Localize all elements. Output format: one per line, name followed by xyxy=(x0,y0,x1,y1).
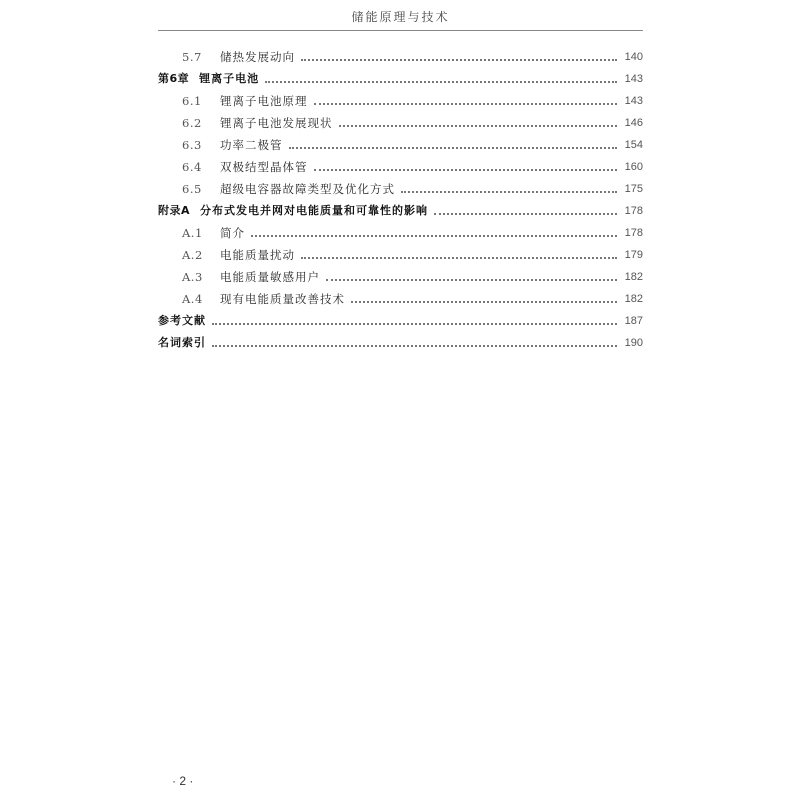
toc-entry-number: A.1 xyxy=(182,226,203,240)
dot-leader xyxy=(339,125,618,127)
dot-leader xyxy=(301,257,617,259)
toc-entry-page: 182 xyxy=(624,271,643,283)
toc-entry-page: 146 xyxy=(624,117,643,129)
toc-entry-number: A.2 xyxy=(182,248,203,262)
toc-entry-page: 143 xyxy=(624,73,643,85)
toc-entry-number: A.3 xyxy=(182,270,203,284)
toc-entry-title: 名词索引 xyxy=(158,336,206,349)
toc-chapter-entry xyxy=(158,196,643,218)
dot-leader xyxy=(251,235,617,237)
toc-entry-title: 储热发展动向 xyxy=(220,50,295,64)
toc-entry-number: 附录A xyxy=(158,204,191,217)
dot-leader xyxy=(434,213,617,215)
toc-entry-number: 5.7 xyxy=(182,50,202,64)
dot-leader xyxy=(314,169,618,171)
toc-entry-title: 分布式发电并网对电能质量和可靠性的影响 xyxy=(200,204,429,217)
dot-leader xyxy=(314,103,618,105)
toc-entry-title: 锂离子电池 xyxy=(199,72,260,85)
dot-leader xyxy=(351,301,617,303)
dot-leader xyxy=(289,147,618,149)
toc-chapter-entry xyxy=(158,64,643,86)
toc-entry-title: 电能质量扰动 xyxy=(220,248,295,262)
toc-section-entry xyxy=(158,130,643,152)
toc-section-entry xyxy=(158,86,643,108)
toc-entry-title: 双极结型晶体管 xyxy=(220,160,308,174)
toc-section-entry xyxy=(158,108,643,130)
toc-entry-number: 第6章 xyxy=(158,72,190,85)
toc-entry-page: 175 xyxy=(624,183,643,195)
toc-entry-page: 187 xyxy=(624,315,643,327)
toc-entry-title: 锂离子电池发展现状 xyxy=(220,116,333,130)
toc-entry-number: 6.1 xyxy=(182,94,202,108)
toc-entry-page: 178 xyxy=(624,227,643,239)
toc-chapter-entry xyxy=(158,328,643,350)
toc-entry-title: 电能质量敏感用户 xyxy=(220,270,320,284)
toc-entry-page: 182 xyxy=(624,293,643,305)
toc-entry-page: 140 xyxy=(624,51,643,63)
toc-chapter-entry xyxy=(158,306,643,328)
toc-entry-title: 现有电能质量改善技术 xyxy=(220,292,345,306)
dot-leader xyxy=(212,323,617,325)
toc-entry-number: 6.4 xyxy=(182,160,202,174)
header-rule xyxy=(158,30,643,31)
dot-leader xyxy=(212,345,617,347)
toc-section-entry xyxy=(158,284,643,306)
toc-entry-title: 功率二极管 xyxy=(220,138,283,152)
toc-entry-title: 锂离子电池原理 xyxy=(220,94,308,108)
toc-entry-title: 简介 xyxy=(220,226,245,240)
toc-section-entry xyxy=(158,174,643,196)
dot-leader xyxy=(326,279,617,281)
toc-section-entry xyxy=(158,152,643,174)
toc-entry-page: 179 xyxy=(624,249,643,261)
toc-entry-number: A.4 xyxy=(182,292,203,306)
toc-entry-number: 6.3 xyxy=(182,138,202,152)
dot-leader xyxy=(301,59,617,61)
toc-section-entry xyxy=(158,240,643,262)
toc-entry-number: 6.5 xyxy=(182,182,202,196)
running-header: 储能原理与技术 xyxy=(351,10,450,24)
toc-entry-page: 190 xyxy=(624,337,643,349)
toc-entry-page: 154 xyxy=(624,139,643,151)
toc-entry-title: 超级电容器故障类型及优化方式 xyxy=(220,182,395,196)
dot-leader xyxy=(265,81,617,83)
toc-section-entry xyxy=(158,218,643,240)
toc-section-entry xyxy=(158,262,643,284)
page-number: · 2 · xyxy=(172,774,194,788)
toc-entry-number: 6.2 xyxy=(182,116,202,130)
toc-entry-page: 143 xyxy=(624,95,643,107)
table-of-contents xyxy=(158,42,643,350)
toc-entry-title: 参考文献 xyxy=(158,314,206,327)
toc-entry-page: 160 xyxy=(624,161,643,173)
toc-entry-page: 178 xyxy=(624,205,643,217)
dot-leader xyxy=(401,191,617,193)
toc-section-entry xyxy=(158,42,643,64)
